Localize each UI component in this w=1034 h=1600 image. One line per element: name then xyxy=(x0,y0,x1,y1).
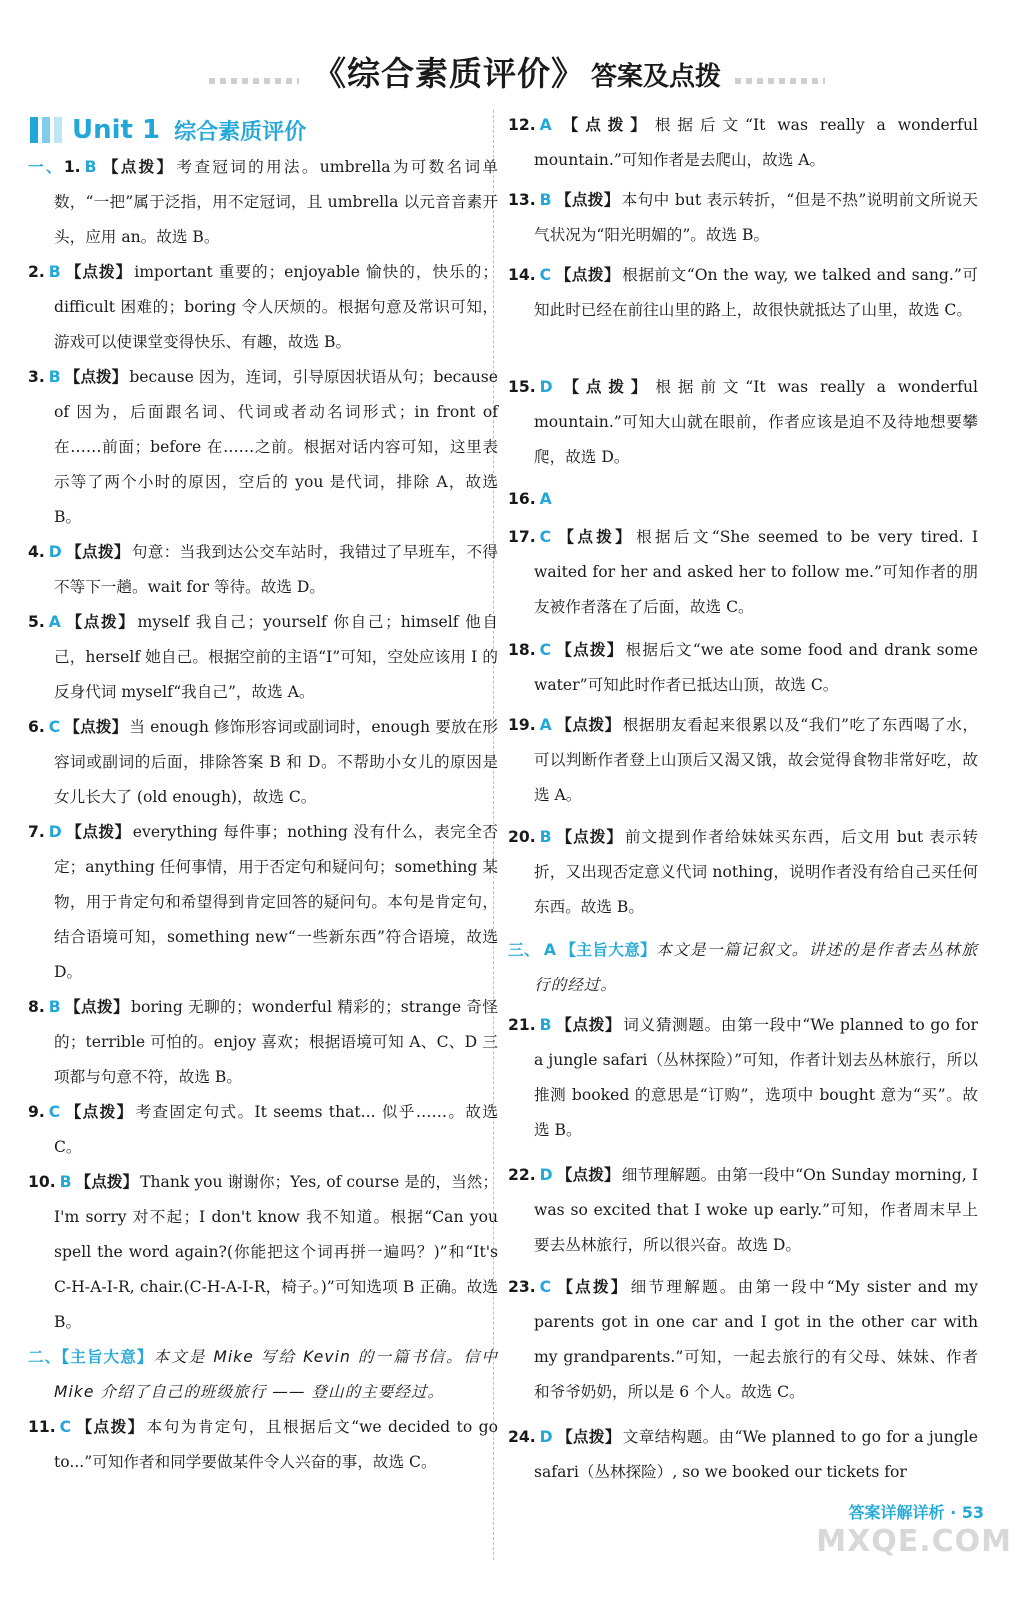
question-number: 6. xyxy=(28,718,45,736)
tip-tag: 【点拨】 xyxy=(65,823,131,841)
watermark: MXQE.COM xyxy=(816,1524,1012,1559)
question-number: 11. xyxy=(28,1418,56,1436)
tip-tag: 【点拨】 xyxy=(64,368,128,386)
tip-tag: 【点拨】 xyxy=(555,1278,629,1296)
question-number: 4. xyxy=(28,543,45,561)
tip-tag: 【点拨】 xyxy=(75,1418,145,1436)
answer-letter: C xyxy=(539,528,552,546)
title-decoration-right xyxy=(735,78,825,84)
explanation-text: 本文是 Mike 写给 Kevin 的一篇书信。信中 Mike 介绍了自己的班级旅行 —— 登山的主要经过。 xyxy=(54,1348,498,1401)
unit-label: Unit 1 xyxy=(72,115,161,145)
explanation-text: 当 enough 修饰形容词或副词时，enough 要放在形容词或副词的后面，排除答案 B 和 D。不帮助小女儿的原因是女儿长大了 (old enough)，故选 C。 xyxy=(54,718,498,806)
answer-item xyxy=(508,520,978,625)
answer-letter: C xyxy=(59,1418,72,1436)
answer-item xyxy=(28,360,498,535)
explanation-text: 细节理解题。由第一段中“My sister and my parents got in one car and I got in the other car with my grandparents.”可知，一起去旅行的有父母、妹妹、作者和爷爷奶奶，所以是 6 个人。故选 C。 xyxy=(534,1278,978,1401)
page-title xyxy=(0,48,1034,95)
explanation-text: 细节理解题。由第一段中“On Sunday morning, I was so excited that I woke up early.”可知，作者周末早上要去丛林旅行，所以很兴奋。故选 D。 xyxy=(534,1166,978,1254)
tip-tag: 【点拨】 xyxy=(556,378,654,396)
answer-letter: B xyxy=(539,828,552,846)
tip-tag: 【点拨】 xyxy=(64,263,133,281)
answer-letter: A xyxy=(539,116,552,134)
answer-item xyxy=(28,990,498,1095)
answer-letter: A xyxy=(539,490,552,508)
answer-letter: A xyxy=(48,613,61,631)
tip-tag: 【点拨】 xyxy=(555,266,621,284)
question-number: 5. xyxy=(28,613,45,631)
answer-letter: D xyxy=(539,1428,553,1446)
question-number: 7. xyxy=(28,823,45,841)
tip-tag: 【点拨】 xyxy=(555,191,620,209)
explanation-text: 本句为肯定句，且根据后文“we decided to go to...”可知作者和同学要做某件令人兴奋的事，故选 C。 xyxy=(54,1418,498,1471)
answer-letter: B xyxy=(539,1016,552,1034)
explanation-text: 根据前文“On the way, we talked and sang.”可知此时已经在前往山里的路上，故很快就抵达了山里，故选 C。 xyxy=(534,266,978,319)
title-decoration-left xyxy=(209,78,299,84)
answer-item xyxy=(508,1008,978,1148)
answer-item xyxy=(508,183,978,253)
section-marker: 二、 xyxy=(28,1348,62,1366)
explanation-text: 前文提到作者给妹妹买东西，后文用 but 表示转折，又出现否定意义代词 nothing，说明作者没有给自己买任何东西。故选 B。 xyxy=(534,828,978,916)
answer-letter: C xyxy=(48,718,61,736)
question-number: 19. xyxy=(508,716,536,734)
section-marker: 三、 xyxy=(508,941,540,959)
answer-letter: C xyxy=(539,641,552,659)
answer-item xyxy=(28,255,498,360)
answer-letter: B xyxy=(48,263,61,281)
explanation-text: 本文是一篇记叙文。讲述的是作者去丛林旅行的经过。 xyxy=(534,941,978,994)
question-number: 16. xyxy=(508,490,536,508)
answer-letter: C xyxy=(539,1278,552,1296)
answer-item xyxy=(28,150,498,255)
answer-item xyxy=(508,258,978,328)
answer-item xyxy=(508,1420,978,1490)
unit-title: 综合素质评价 xyxy=(174,119,307,145)
tip-tag: 【点拨】 xyxy=(556,1166,620,1184)
answer-item xyxy=(28,710,498,815)
title-sub: 答案及点拨 xyxy=(590,62,721,92)
tip-tag: 【点拨】 xyxy=(100,158,175,176)
answer-item xyxy=(28,1165,498,1340)
answer-letter: D xyxy=(539,378,553,396)
question-number: 20. xyxy=(508,828,536,846)
question-number: 10. xyxy=(28,1173,56,1191)
question-number: 2. xyxy=(28,263,45,281)
question-number: 14. xyxy=(508,266,536,284)
answer-item xyxy=(28,1095,498,1165)
question-number: 23. xyxy=(508,1278,536,1296)
question-number: 22. xyxy=(508,1166,536,1184)
unit-bars-icon xyxy=(30,117,62,143)
answer-letter: D xyxy=(48,543,62,561)
tip-tag: 【点拨】 xyxy=(75,1173,139,1191)
tip-tag: 【点拨】 xyxy=(555,828,624,846)
explanation-text: 根据后文“She seemed to be very tired. I waited for her and asked her to follow me.”可知作者的朋友被作者落在了后面，故选 C。 xyxy=(534,528,978,616)
explanation-text: because 因为，连词，引导原因状语从句；because of 因为，后面跟名词、代词或者动名词形式；in front of 在……前面；before 在……之前。根据对话内容可知，这里表示等了两个小时的原因，空后的 you 是代词，排除 A，故选 B。 xyxy=(54,368,498,526)
question-number: 13. xyxy=(508,191,536,209)
answer-letter: D xyxy=(48,823,62,841)
answer-item xyxy=(508,820,978,925)
unit-heading xyxy=(30,113,306,147)
explanation-text: 根据后文“It was really a wonderful mountain.”可知作者是去爬山，故选 A。 xyxy=(534,116,978,169)
tip-tag: 【点拨】 xyxy=(64,1103,134,1121)
gist-tag: 【主旨大意】 xyxy=(560,941,657,959)
explanation-text: important 重要的；enjoyable 愉快的，快乐的；difficult 困难的；boring 令人厌烦的。根据句意及常识可知，游戏可以使课堂变得快乐、有趣，故选 B。 xyxy=(54,263,498,351)
answer-letter: B xyxy=(48,998,61,1016)
answer-item xyxy=(508,933,978,1003)
explanation-text: 句意：当我到达公交车站时，我错过了早班车，不得不等下一趟。wait for 等待。故选 D。 xyxy=(54,543,498,596)
answer-letter: C xyxy=(539,266,552,284)
explanation-text: boring 无聊的；wonderful 精彩的；strange 奇怪的；terrible 可怕的。enjoy 喜欢；根据语境可知 A、C、D 三项都与句意不符，故选 B。 xyxy=(54,998,498,1086)
tip-tag: 【点拨】 xyxy=(64,998,129,1016)
question-number: 3. xyxy=(28,368,45,386)
answer-item xyxy=(28,815,498,990)
explanation-text: 根据后文“we ate some food and drank some water”可知此时作者已抵达山顶，故选 C。 xyxy=(534,641,978,694)
answer-item xyxy=(28,535,498,605)
question-number: 17. xyxy=(508,528,536,546)
explanation-text: 根据朋友看起来很累以及“我们”吃了东西喝了水，可以判断作者登上山顶后又渴又饿，故会觉得食物非常好吃，故选 A。 xyxy=(534,716,978,804)
answer-item xyxy=(508,633,978,703)
question-number: 8. xyxy=(28,998,45,1016)
explanation-text: 本句中 but 表示转折，“但是不热”说明前文所说天气状况为“阳光明媚的”。故选 B。 xyxy=(534,191,978,244)
explanation-text: 考查固定句式。It seems that... 似乎……。故选 C。 xyxy=(54,1103,498,1156)
tip-tag: 【点拨】 xyxy=(64,718,128,736)
tip-tag: 【点拨】 xyxy=(65,543,130,561)
answer-letter: B xyxy=(84,158,97,176)
explanation-text: 文章结构题。由“We planned to go for a jungle safari（丛林探险）, so we booked our tickets for xyxy=(534,1428,978,1481)
question-number: 21. xyxy=(508,1016,536,1034)
tip-tag: 【点拨】 xyxy=(555,641,624,659)
answer-letter: A xyxy=(543,941,556,959)
answer-item xyxy=(508,482,978,517)
title-main: 《综合素质评价》 xyxy=(312,54,585,93)
answer-letter: B xyxy=(539,191,552,209)
question-number: 24. xyxy=(508,1428,536,1446)
answer-item xyxy=(28,605,498,710)
answer-item xyxy=(508,708,978,813)
answer-letter: D xyxy=(539,1166,553,1184)
answer-item xyxy=(28,1340,498,1410)
tip-tag: 【点拨】 xyxy=(64,613,136,631)
answer-item xyxy=(508,1270,978,1410)
question-number: 9. xyxy=(28,1103,45,1121)
gist-tag: 【主旨大意】 xyxy=(61,1348,154,1366)
page-footer: 答案详解详析 · 53 xyxy=(848,1503,984,1522)
tip-tag: 【点拨】 xyxy=(555,528,635,546)
explanation-text: 考查冠词的用法。umbrella为可数名词单数，“一把”属于泛指，用不定冠词，且 umbrella 以元音音素开头，应用 an。故选 B。 xyxy=(54,158,498,246)
explanation-text: 根据前文“It was really a wonderful mountain.”可知大山就在眼前，作者应该是迫不及待地想要攀爬，故选 D。 xyxy=(534,378,978,466)
explanation-text: myself 我自己；yourself 你自己；himself 他自己，herself 她自己。根据空前的主语“I”可知，空处应该用 I 的反身代词 myself“我自己”，故选 A。 xyxy=(54,613,498,701)
answer-item xyxy=(508,108,978,178)
answer-letter: B xyxy=(59,1173,72,1191)
explanation-text: everything 每件事；nothing 没有什么，表完全否定；anything 任何事情，用于否定句和疑问句；something 某物，用于肯定句和希望得到肯定回答的疑问句。本句是肯定句，结合语境可知，something new“一些新东西”符合语境，故选 D。 xyxy=(54,823,498,981)
tip-tag: 【点拨】 xyxy=(555,1016,622,1034)
answer-item xyxy=(508,1158,978,1263)
question-number: 15. xyxy=(508,378,536,396)
answer-letter: C xyxy=(48,1103,61,1121)
tip-tag: 【点拨】 xyxy=(556,1428,621,1446)
answer-letter: B xyxy=(48,368,61,386)
tip-tag: 【点拨】 xyxy=(555,116,653,134)
section-marker: 一、 xyxy=(28,158,64,176)
answer-item xyxy=(508,370,978,475)
explanation-text: 词义猜测题。由第一段中“We planned to go for a jungle safari（丛林探险）”可知，作者计划去丛林旅行，所以推测 booked 的意思是“订购”，选项中 bought 意为“买”。故选 B。 xyxy=(534,1016,978,1139)
question-number: 12. xyxy=(508,116,536,134)
question-number: 18. xyxy=(508,641,536,659)
answer-letter: A xyxy=(539,716,552,734)
explanation-text: Thank you 谢谢你；Yes, of course 是的，当然；I'm sorry 对不起；I don't know 我不知道。根据“Can you spell the word again?(你能把这个词再拼一遍吗？)”和“It's C-H-A-I-R, chair.(C-H-A-I-R，椅子。)”可知选项 B 正确。故选 B。 xyxy=(54,1173,498,1331)
tip-tag: 【点拨】 xyxy=(555,716,621,734)
answer-item xyxy=(28,1410,498,1480)
question-number: 1. xyxy=(63,158,81,176)
